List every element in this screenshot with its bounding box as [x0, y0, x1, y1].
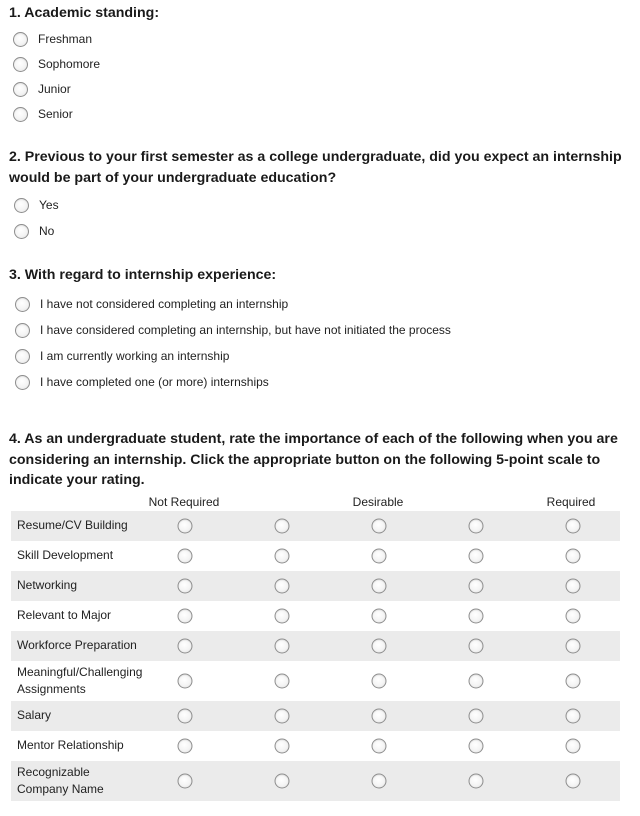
radio-button[interactable] — [14, 198, 29, 213]
matrix-row-label — [17, 577, 77, 595]
rating-radio-1[interactable] — [178, 519, 193, 534]
matrix-row-label-line: Workforce Preparation — [17, 638, 137, 653]
option-label: Freshman — [38, 32, 93, 46]
matrix-row-label — [17, 707, 51, 725]
option-considered-not-initiated[interactable] — [15, 320, 451, 340]
matrix-row — [11, 701, 620, 731]
radio-button[interactable] — [14, 224, 29, 239]
matrix-row-label-line: Assignments — [17, 682, 86, 696]
option-no[interactable] — [14, 221, 54, 241]
rating-radio-3[interactable] — [372, 739, 387, 754]
matrix-row — [11, 571, 620, 601]
option-sophomore[interactable] — [13, 54, 100, 74]
question-4-title-line-3: indicate your rating. — [9, 472, 145, 488]
radio-button[interactable] — [13, 57, 28, 72]
option-label: Yes — [39, 198, 59, 212]
matrix-row-label — [17, 547, 113, 565]
option-label: Sophomore — [38, 57, 101, 71]
matrix-row-label — [17, 764, 104, 799]
option-completed[interactable] — [15, 372, 269, 392]
matrix-row — [11, 661, 620, 701]
option-yes[interactable] — [14, 195, 59, 215]
option-senior[interactable] — [13, 104, 73, 124]
matrix-row-label-line: Recognizable — [17, 764, 90, 779]
option-label: I have considered completing an internship, but have not initiated the process — [40, 323, 451, 337]
matrix-row-label-line: Skill Development — [17, 548, 114, 563]
rating-radio-1[interactable] — [178, 639, 193, 654]
matrix-rows — [11, 511, 620, 801]
rating-radio-5[interactable] — [566, 674, 581, 689]
matrix-row-label-line: Networking — [17, 578, 78, 593]
rating-radio-1[interactable] — [178, 709, 193, 724]
matrix-row-label — [17, 737, 124, 755]
question-2-title-line-2: would be part of your undergraduate education? — [9, 170, 337, 186]
rating-radio-2[interactable] — [275, 639, 290, 654]
matrix-row-label-line: Salary — [17, 708, 52, 723]
radio-button[interactable] — [13, 32, 28, 47]
rating-radio-3[interactable] — [372, 774, 387, 789]
rating-radio-2[interactable] — [275, 579, 290, 594]
radio-button[interactable] — [15, 297, 30, 312]
matrix-row — [11, 511, 620, 541]
matrix-row-label — [17, 607, 111, 625]
rating-radio-4[interactable] — [469, 639, 484, 654]
rating-radio-2[interactable] — [275, 739, 290, 754]
rating-radio-1[interactable] — [178, 549, 193, 564]
option-label: No — [39, 224, 55, 238]
rating-radio-3[interactable] — [372, 709, 387, 724]
matrix-row-label-line: Company Name — [17, 782, 104, 796]
rating-radio-5[interactable] — [566, 549, 581, 564]
option-junior[interactable] — [13, 79, 71, 99]
rating-radio-3[interactable] — [372, 609, 387, 624]
matrix-row-label-line: Resume/CV Building — [17, 518, 128, 533]
rating-radio-2[interactable] — [275, 709, 290, 724]
option-label: I am currently working an internship — [40, 349, 230, 363]
rating-radio-5[interactable] — [566, 774, 581, 789]
rating-radio-4[interactable] — [469, 674, 484, 689]
rating-radio-3[interactable] — [372, 639, 387, 654]
scale-header — [11, 495, 620, 511]
scale-label-high: Required — [546, 495, 596, 509]
rating-radio-2[interactable] — [275, 609, 290, 624]
option-label: I have completed one (or more) internships — [40, 375, 269, 389]
question-2-title-line-1: 2. Previous to your first semester as a college undergraduate, did you expect an internship — [9, 149, 622, 165]
scale-label-mid: Desirable — [352, 495, 404, 509]
matrix-row — [11, 731, 620, 761]
rating-radio-4[interactable] — [469, 579, 484, 594]
rating-radio-1[interactable] — [178, 674, 193, 689]
option-currently-working[interactable] — [15, 346, 229, 366]
matrix-row-label — [17, 517, 128, 535]
radio-button[interactable] — [15, 349, 30, 364]
rating-radio-4[interactable] — [469, 709, 484, 724]
question-4-title-line-2: considering an internship. Click the appropriate button on the following 5-point scale to — [9, 452, 601, 468]
rating-radio-4[interactable] — [469, 609, 484, 624]
rating-radio-3[interactable] — [372, 674, 387, 689]
rating-radio-4[interactable] — [469, 519, 484, 534]
rating-radio-1[interactable] — [178, 579, 193, 594]
matrix-row-label-line: Relevant to Major — [17, 608, 112, 623]
rating-radio-5[interactable] — [566, 639, 581, 654]
radio-button[interactable] — [13, 82, 28, 97]
matrix-row-label — [17, 664, 142, 699]
scale-label-low: Not Required — [148, 495, 220, 509]
rating-matrix — [11, 495, 620, 801]
rating-radio-5[interactable] — [566, 579, 581, 594]
question-3-title: 3. With regard to internship experience: — [9, 267, 277, 283]
matrix-row — [11, 631, 620, 661]
rating-radio-3[interactable] — [372, 549, 387, 564]
rating-radio-2[interactable] — [275, 519, 290, 534]
rating-radio-5[interactable] — [566, 739, 581, 754]
rating-radio-5[interactable] — [566, 709, 581, 724]
rating-radio-4[interactable] — [469, 774, 484, 789]
rating-radio-2[interactable] — [275, 674, 290, 689]
rating-radio-3[interactable] — [372, 579, 387, 594]
option-not-considered[interactable] — [15, 294, 288, 314]
rating-radio-3[interactable] — [372, 519, 387, 534]
rating-radio-5[interactable] — [566, 609, 581, 624]
option-label: Junior — [38, 82, 71, 96]
matrix-row — [11, 541, 620, 571]
rating-radio-1[interactable] — [178, 739, 193, 754]
question-1-title: 1. Academic standing: — [9, 5, 160, 21]
rating-radio-2[interactable] — [275, 549, 290, 564]
rating-radio-4[interactable] — [469, 739, 484, 754]
rating-radio-2[interactable] — [275, 774, 290, 789]
matrix-row — [11, 601, 620, 631]
question-4-title-line-1: 4. As an undergraduate student, rate the importance of each of the following when you are — [9, 431, 618, 447]
matrix-row-label-line: Meaningful/Challenging — [17, 664, 143, 679]
rating-radio-5[interactable] — [566, 519, 581, 534]
rating-radio-1[interactable] — [178, 609, 193, 624]
rating-radio-4[interactable] — [469, 549, 484, 564]
radio-button[interactable] — [13, 107, 28, 122]
matrix-row-label — [17, 637, 137, 655]
option-freshman[interactable] — [13, 29, 92, 49]
matrix-row-label-line: Mentor Relationship — [17, 738, 124, 753]
radio-button[interactable] — [15, 323, 30, 338]
rating-radio-1[interactable] — [178, 774, 193, 789]
matrix-row — [11, 761, 620, 801]
radio-button[interactable] — [15, 375, 30, 390]
option-label: I have not considered completing an internship — [40, 297, 289, 311]
option-label: Senior — [38, 107, 73, 121]
